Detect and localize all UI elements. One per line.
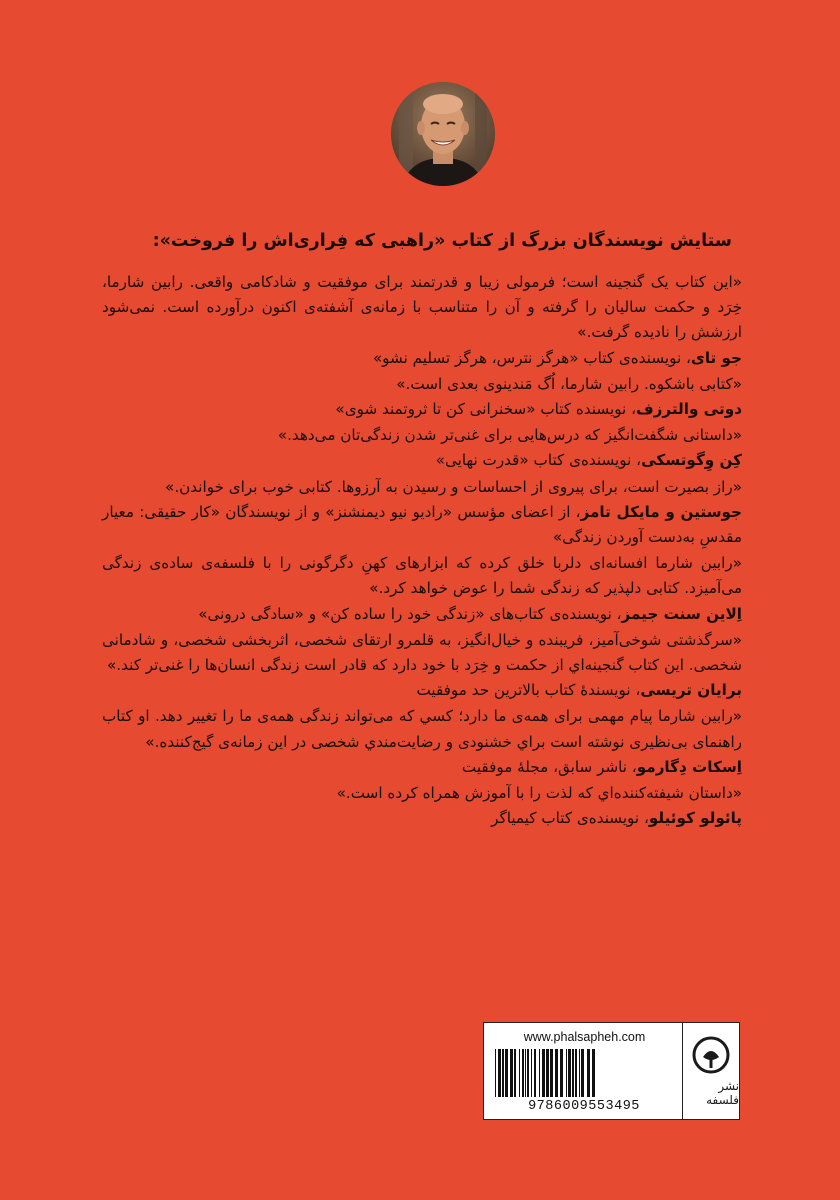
endorsement-credit: ، ناشر سابق، مجلۀ موفقیت xyxy=(461,757,637,776)
endorsement-author: پائولو کوئیلو xyxy=(648,809,742,828)
publisher-barcode-box xyxy=(483,1022,740,1120)
barcode-bar xyxy=(531,1049,532,1097)
endorsement-author: اِسکات دِگارمو xyxy=(636,757,742,776)
endorsement-attribution xyxy=(102,346,742,371)
barcode-bar xyxy=(587,1049,590,1097)
endorsement-quote: «رابین شارما پیام مهمی برای همه‌ی ما دارد؛ کسي که می‌تواند زندگی همه‌ی ما را تغییر دهد. او کتاب راهنمای بی‌نظیری نوشته است براي خشنودی و رضایت‌مندي شخصی در این زمانه‌ی گیج‌کننده.» xyxy=(102,707,742,751)
barcode-bar xyxy=(555,1049,558,1097)
barcode-bar xyxy=(495,1049,496,1097)
barcode-bar xyxy=(572,1049,574,1097)
endorsement-attribution xyxy=(102,500,742,550)
barcode-bar xyxy=(514,1049,516,1097)
barcode-bar xyxy=(527,1049,529,1097)
barcode-bar xyxy=(560,1049,563,1097)
barcode-bar xyxy=(592,1049,595,1097)
endorsement-quote: «راز بصیرت است، برای پیروی از احساسات و رسیدن به آرزوها. کتابی خوب برای خواندن.» xyxy=(165,477,742,496)
barcode-bar xyxy=(525,1049,526,1097)
endorsement-attribution xyxy=(102,806,742,831)
endorsement-credit: ، نویسنده‌ی کتاب‌های «زندگی خود را ساده کن» و «سادگی درونی» xyxy=(198,604,622,623)
barcode-bar xyxy=(510,1049,513,1097)
endorsement-author: اِلاین سنت جیمز xyxy=(621,604,742,623)
endorsement-quote: «سرگذشتی شوخی‌آمیز، فریبنده و خیال‌انگیز، به قلمرو ارتقای شخصی، اثربخشی شخصی، و شادمانی شخصی. این کتاب گنجینه‌اي از حکمت و خِرَد با خود دارد که قادر است زندگی انسان‌ها را غنی‌تر کند.» xyxy=(102,630,742,675)
endorsement-credit: ، نویسنده‌ی کتاب «هرگز نترس، هرگز تسلیم نشو» xyxy=(372,348,691,367)
endorsement-author: برایان تریسی xyxy=(640,681,742,700)
endorsement-credit: ، نویسنده کتاب «سخنرانی کن تا ثروتمند شوی» xyxy=(335,400,637,419)
barcode-bar xyxy=(539,1049,540,1097)
isbn-number: 9786009553495 xyxy=(528,1099,640,1114)
barcode-bar xyxy=(566,1049,567,1097)
barcode-bar xyxy=(581,1049,584,1097)
barcode-bar xyxy=(502,1049,504,1097)
endorsement-credit: ، از اعضای مؤسس «رادیو نیو دیمنشنز» و از نویسندگان «کار حقیقی: معیار مقدسِ به‌دست آوردن زندگی» xyxy=(102,502,742,547)
barcode-bar xyxy=(568,1049,571,1097)
author-portrait xyxy=(391,82,495,186)
barcode-bar xyxy=(579,1049,580,1097)
endorsement-attribution xyxy=(102,678,742,703)
barcode-bar xyxy=(550,1049,553,1097)
barcode-bar xyxy=(542,1049,545,1097)
endorsement-attribution xyxy=(102,602,742,627)
barcode-bar xyxy=(546,1049,549,1097)
author-photo xyxy=(391,82,495,186)
endorsement-quote: «داستان شیفته‌کننده‌اي که لذت را با آموزش همراه کرده است.» xyxy=(336,784,742,803)
endorsement-author: جو تای xyxy=(690,348,742,367)
endorsements-list xyxy=(102,270,742,832)
endorsement-credit: ، نویسنده‌ی کتاب «قدرت نهایی» xyxy=(435,451,642,470)
endorsement-credit: ، نویسندۀ کتاب بالاترین حد موفقیت xyxy=(416,681,641,700)
endorsement-author: جوستین و مایکل تامز xyxy=(580,502,742,521)
endorsement-attribution xyxy=(102,755,742,780)
barcode-bar xyxy=(575,1049,577,1097)
publisher-logo xyxy=(682,1023,739,1119)
endorsement-author: دوتی والترزف xyxy=(636,400,742,419)
praise-heading: ستایش نویسندگان بزرگ از کتاب «راهبی که فِراری‌اش را فروخت»: xyxy=(152,231,732,251)
barcode-bar xyxy=(534,1049,536,1097)
endorsement-credit: ، نویسنده‌ی کتاب کیمیاگر xyxy=(491,809,649,828)
endorsement-quote: «داستانی شگفت‌انگیز که درس‌هایی برای غنی‌تر شدن زندگی‌تان می‌دهد.» xyxy=(277,426,742,445)
endorsement-attribution xyxy=(102,448,742,473)
barcode-bar xyxy=(522,1049,524,1097)
barcode-bar xyxy=(498,1049,501,1097)
barcode-bar xyxy=(505,1049,508,1097)
endorsement-quote: «این کتاب یک گنجینه است؛ فرمولی زیبا و قدرتمند برای موفقیت و شادکامی واقعی. رابین شارما، خِرَد و حکمت سالیان را گرفته و آن را متناسب با زمانه‌ی آشفته‌ی اکنون درآورده است. نمی‌شود ارزشش را نادیده گرفت.» xyxy=(102,273,742,342)
barcode xyxy=(493,1049,675,1099)
endorsement-quote: «رابین شارما افسانه‌ای دلربا خلق کرده که ابزارهای کهنِ دگرگونی را با فلسفه‌ی ساده‌ی زندگی می‌آمیزد. کتابی دلپذیر که زندگی شما را عوض خواهد کرد.» xyxy=(102,554,742,598)
publisher-name: نشر فلسفه xyxy=(706,1079,739,1107)
publisher-website[interactable]: www.phalsapheh.com xyxy=(523,1030,646,1044)
barcode-bar xyxy=(519,1049,520,1097)
publisher-logo-icon xyxy=(691,1035,731,1075)
endorsement-quote: «کتابی باشکوه. رابین شارما، اُگ مَندینوی بعدی است.» xyxy=(396,374,742,393)
endorsement-attribution xyxy=(102,397,742,422)
endorsement-author: کِن وِگوتسکی xyxy=(641,451,742,470)
